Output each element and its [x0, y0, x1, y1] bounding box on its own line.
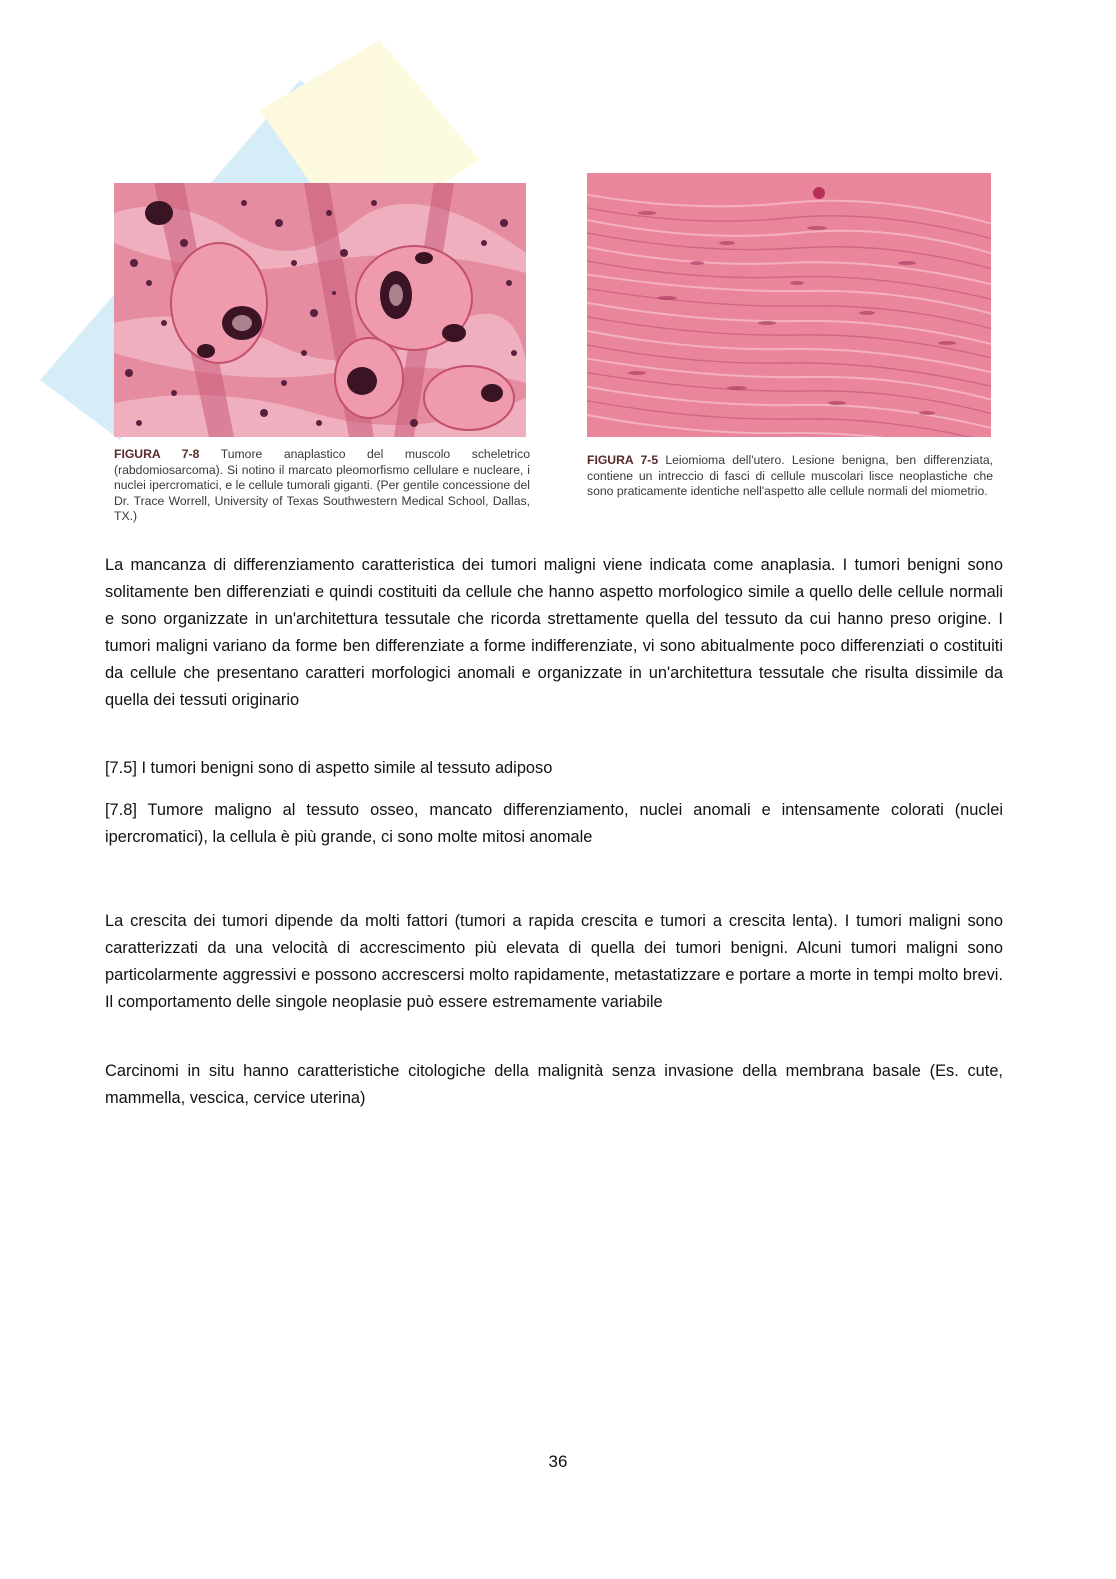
- figure-caption-text: Tumore anaplastico del muscolo scheletrico (rabdomiosarcoma). Si notino il marcato pleomorfismo cellulare e nucleare, i nuclei ipercromatici, e le cellule tumorali giganti. (Per gentile concessione del Dr. Trace Worrell, University of Texas Southwestern Medical School, Dallas, TX.): [114, 447, 531, 523]
- figure-caption: [587, 453, 993, 500]
- paragraph-carcinomi-in-situ: Carcinomi in situ hanno caratteristiche citologiche della malignità senza invasione della membrana basale (Es. cute, mammella, vescica, cervice uterina): [105, 1062, 1003, 1107]
- page-number: 36: [548, 1452, 568, 1471]
- paragraph-note-7-5: [7.5] I tumori benigni sono di aspetto simile al tessuto adiposo: [105, 759, 553, 777]
- figure-caption: [114, 447, 530, 525]
- paragraph-anaplasia: La mancanza di differenziamento caratteristica dei tumori maligni viene indicata come anaplasia. I tumori benigni sono solitamente ben differenziati e quindi costituiti da cellule che hanno aspetto morfologico simile a quello delle cellule normali e sono organizzate in un'architettura tessutale che ricorda strettamente quella del tessuto da cui hanno preso origine. I tumori maligni variano da forme ben differenziate a forme indifferenziate, vi sono abitualmente poco differenziati o costituiti da cellule che presentano caratteri morfologici anomali e organizzate in un'architettura tessutale che risulta dissimile da quella dei tessuti originario: [105, 556, 1003, 709]
- micrograph-leiomioma: [587, 173, 991, 437]
- paragraph-crescita-tumori: La crescita dei tumori dipende da molti fattori (tumori a rapida crescita e tumori a crescita lenta). I tumori maligni sono caratterizzati da una velocità di accrescimento più elevata di quella dei tumori benigni. Alcuni tumori maligni sono particolarmente aggressivi e possono accrescersi molto rapidamente, metastatizzare e portare a morte in tempi molto brevi. Il comportamento delle singole neoplasie può essere estremamente variabile: [105, 912, 1003, 1011]
- micrograph-rabdomiosarcoma: [114, 183, 526, 437]
- paragraph-note-7-8: [7.8] Tumore maligno al tessuto osseo, mancato differenziamento, nuclei anomali e intensamente colorati (nuclei ipercromatici), la cellula è più grande, ci sono molte mitosi anomale: [105, 801, 1003, 846]
- figure-leiomioma: [587, 173, 993, 500]
- figure-label: FIGURA 7-8: [114, 447, 200, 461]
- figure-rabdomiosarcoma: [114, 183, 530, 525]
- figure-caption-text: Leiomioma dell'utero. Lesione benigna, ben differenziata, contiene un intreccio di fasci di cellule muscolari lisce neoplastiche che sono praticamente identiche nell'aspetto alle cellule normali del miometrio.: [587, 453, 994, 498]
- figure-label: FIGURA 7-5: [587, 453, 659, 467]
